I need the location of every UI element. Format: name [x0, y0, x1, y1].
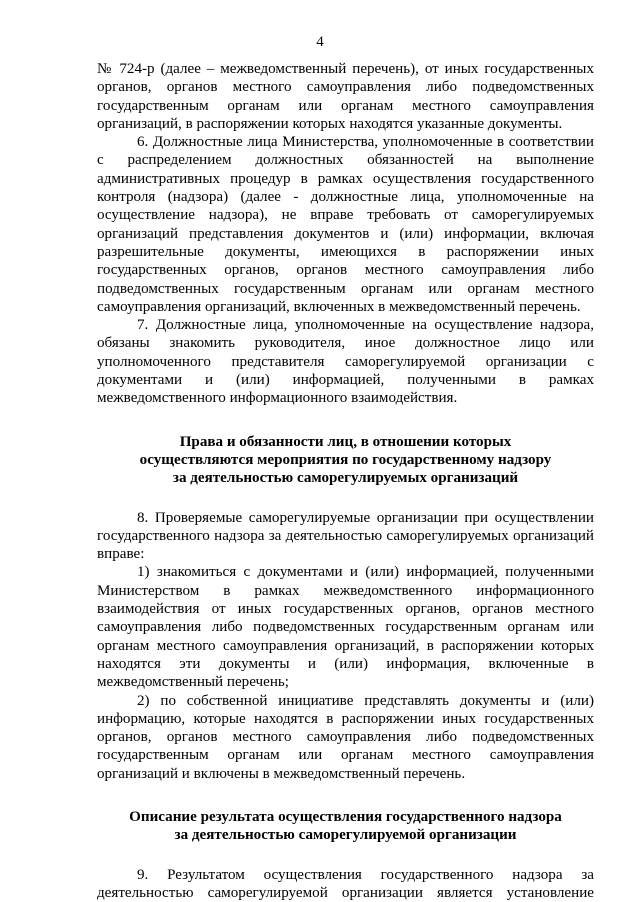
heading-line: осуществляются мероприятия по государственному надзору [139, 451, 552, 468]
heading-line: за деятельностью саморегулируемых организаций [172, 470, 519, 487]
paragraph-8: 8. Проверяемые саморегулируемые организации при осуществлении государственного надзора за деятельностью саморегулируемых организаций вправе: [97, 509, 594, 563]
paragraph-8-item-1: 1) знакомиться с документами и (или) информацией, полученными Министерством в рамках межведомственного информационного взаимодействия от иных государственных органов, органов местного самоуправления либо подведомственных государственным органам или органам местного самоуправления организаций, в распоряжении которых находятся эти документы и (или) информация, включенные в межведомственный перечень; [97, 564, 594, 691]
page-number: 4 [316, 34, 324, 50]
paragraph-7: 7. Должностные лица, уполномоченные на осуществление надзора, обязаны знакомить руководителя, иное должностное лицо или уполномоченного представителя саморегулируемой организации с документами и (или) информацией, полученными в рамках межведомственного информационного взаимодействия. [97, 317, 594, 407]
paragraph-9: 9. Результатом осуществления государственного надзора за деятельностью саморегулируемой организации является установление [97, 866, 594, 901]
heading-line: за деятельностью саморегулируемой организации [174, 827, 517, 844]
heading-line: Права и обязанности лиц, в отношении которых [179, 433, 512, 450]
document-body [97, 60, 594, 902]
heading-line: Описание результата осуществления государственного надзора [129, 808, 562, 825]
section-heading-rights [97, 433, 594, 488]
section-heading-result [97, 808, 594, 845]
paragraph-continuation: № 724-р (далее – межведомственный перечень), от иных государственных органов, органов местного самоуправления либо подведомственных государственным органам или органам местного самоуправления организаций, в распоряжении которых находятся указанные документы. [97, 61, 594, 132]
paragraph-6: 6. Должностные лица Министерства, уполномоченные в соответствии с распределением должностных обязанностей на выполнение административных процедур в рамках осуществления государственного контроля (надзора) (далее - должностные лица, уполномоченные на осуществление надзора), не вправе требовать от саморегулируемых организаций представления документов и (или) информации, включая разрешительные документы, имеющихся в распоряжении иных государственных органов, органов местного самоуправления либо подведомственных государственным органам или органам местного самоуправления организаций, включенных в межведомственный перечень. [97, 134, 594, 315]
paragraph-8-item-2: 2) по собственной инициативе представлять документы и (или) информацию, которые находятся в распоряжении иных государственных органов, органов местного самоуправления либо подведомственных государственным органам или органам местного самоуправления организаций и включены в межведомственный перечень. [97, 692, 594, 782]
